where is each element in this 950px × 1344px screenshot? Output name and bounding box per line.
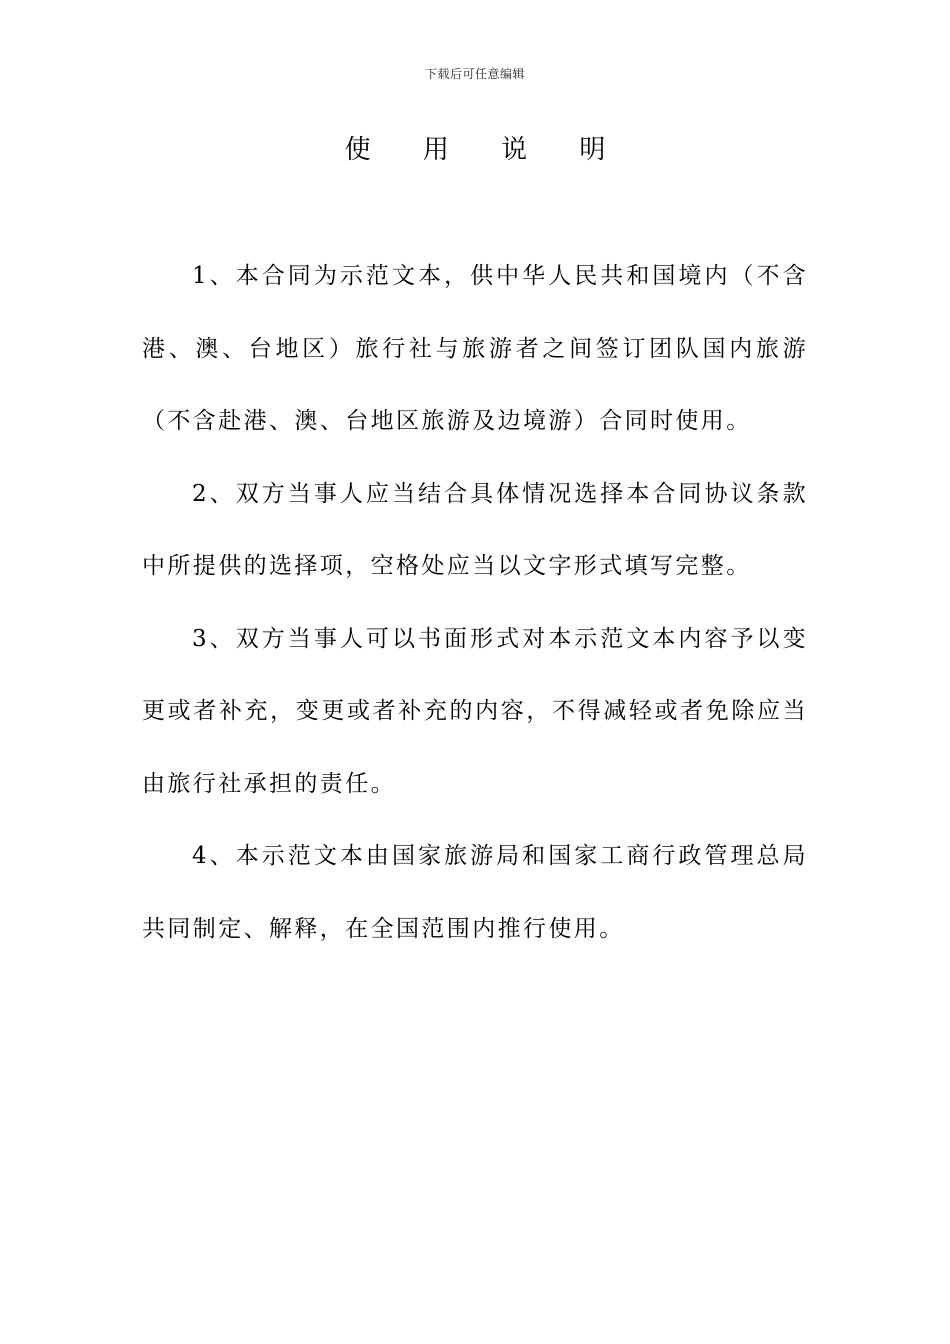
instruction-paragraph-4: 4、本示范文本由国家旅游局和国家工商行政管理总局共同制定、解释，在全国范围内推行使用。 bbox=[142, 843, 808, 942]
page-title: 使 用 说 明 bbox=[344, 135, 628, 165]
instructions-body bbox=[142, 240, 808, 965]
instruction-paragraph-2: 2、双方当事人应当结合具体情况选择本合同协议条款中所提供的选择项，空格处应当以文字形式填写完整。 bbox=[142, 480, 808, 579]
instruction-paragraph-1: 1、本合同为示范文本，供中华人民共和国境内（不含港、澳、台地区）旅行社与旅游者之间签订团队国内旅游（不含赴港、澳、台地区旅游及边境游）合同时使用。 bbox=[142, 263, 808, 434]
header-note: 下载后可任意编辑 bbox=[424, 67, 525, 81]
instruction-paragraph-3: 3、双方当事人可以书面形式对本示范文本内容予以变更或者补充，变更或者补充的内容，不得减轻或者免除应当由旅行社承担的责任。 bbox=[142, 625, 808, 797]
